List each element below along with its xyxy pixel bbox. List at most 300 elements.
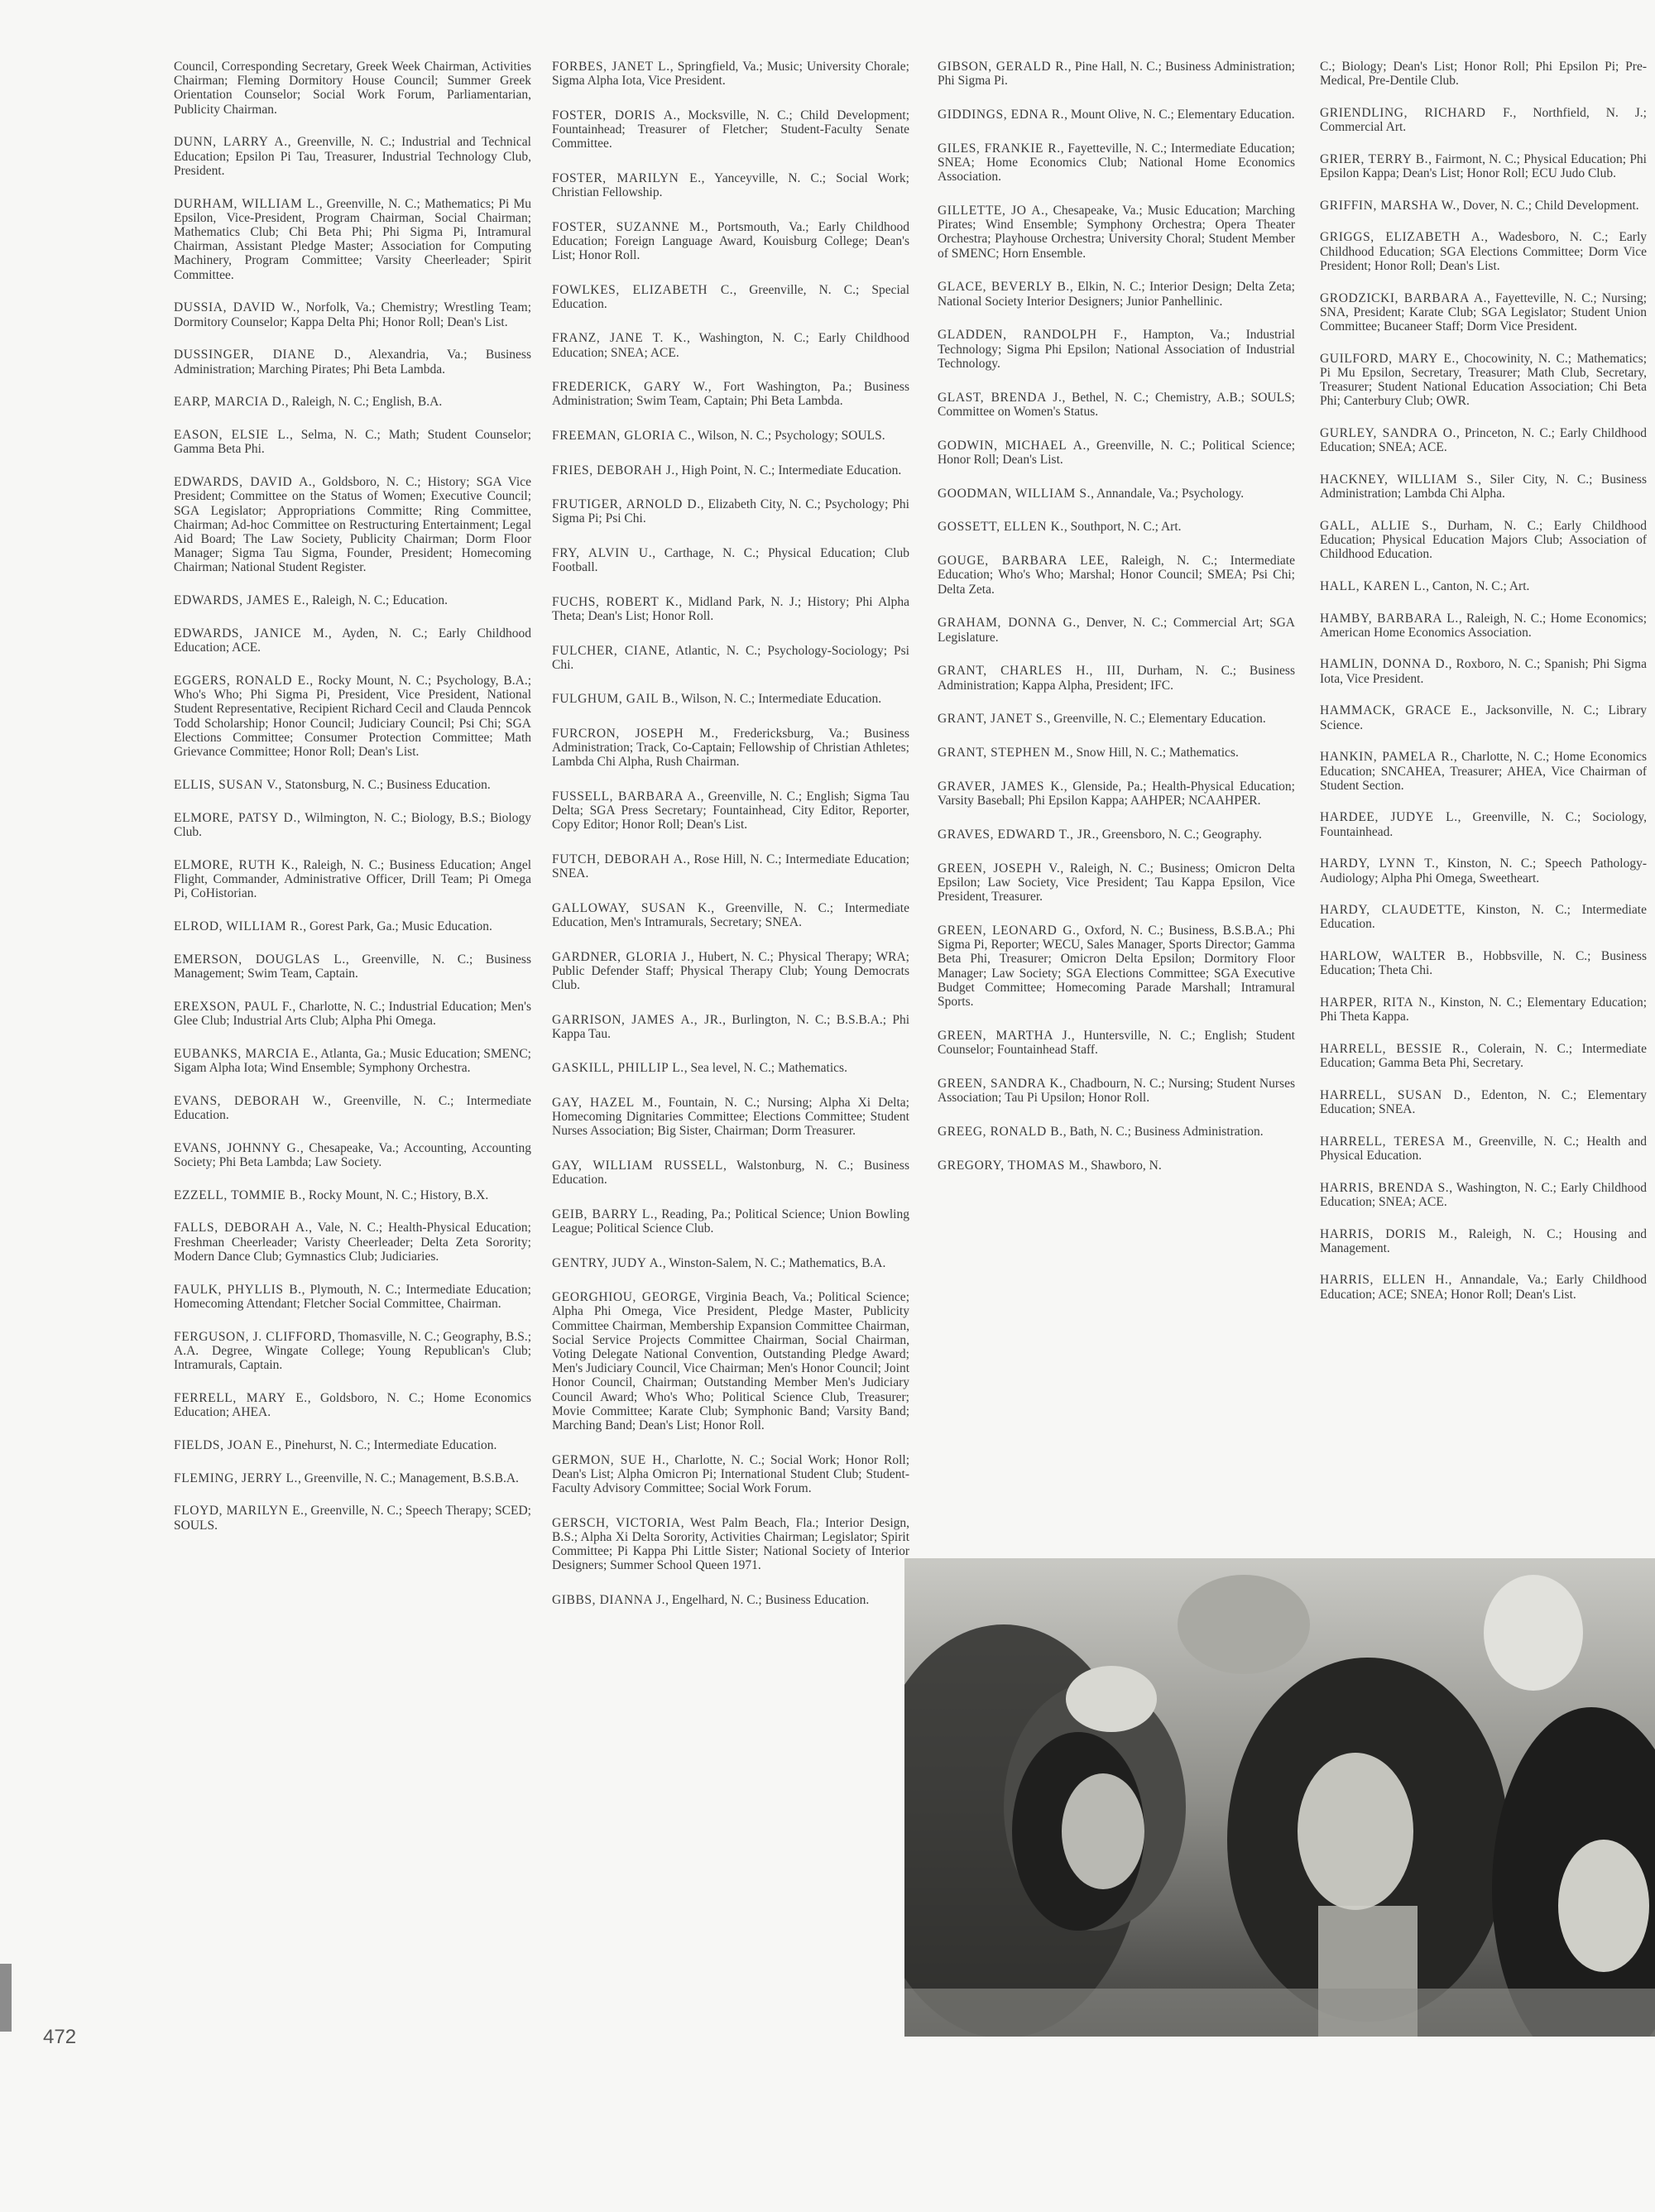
student-details: , Shawboro, N. (1084, 1158, 1162, 1173)
directory-entry (174, 811, 531, 839)
directory-entry (174, 1504, 531, 1532)
directory-entry (1320, 810, 1647, 838)
student-name: HARPER, RITA N. (1320, 996, 1432, 1010)
student-name: GILLETTE, JO A. (938, 204, 1045, 218)
directory-entry (174, 197, 531, 282)
student-details: , Fort Washington, Pa.; Business Administration; Swim Team, Captain; Phi Beta Lambda. (552, 380, 909, 409)
directory-entry (938, 828, 1295, 842)
student-details: , High Point, N. C.; Intermediate Education. (674, 463, 902, 477)
student-name: HARRIS, DORIS M. (1320, 1226, 1454, 1241)
student-details: , Wadesboro, N. C.; Early Childhood Education; SGA Elections Committee; Dorm Vice President; Honor Roll; Dean's List. (1320, 230, 1647, 273)
student-details: , Chesapeake, Va.; Music Education; Marching Pirates; Wind Ensemble; Symphony Orchestra; Opera Theater Orchestra; Playhouse Orchestra; University Choral; Student Member of SMENC; Horn Ensemble. (938, 204, 1295, 261)
directory-entry (1320, 1042, 1647, 1070)
directory-entry (1320, 352, 1647, 409)
student-details: , Edenton, N. C.; Elementary Education; SNEA. (1320, 1087, 1647, 1117)
student-details: , Oxford, N. C.; Business, B.S.B.A.; Phi Sigma Pi, Reporter; WECU, Sales Manager, Sports Director; Gamma Beta Phi, Treasurer; Omicron Delta Epsilon; Dormitory Floor Manager; Law Society; SGA Elections Committee; SGA Executive Budget Committee; Homecoming Parade Marshall; Intramural Sports. (938, 924, 1295, 1010)
student-name: HAMLIN, DONNA D. (1320, 657, 1449, 672)
student-name: GLACE, BEVERLY B. (938, 280, 1070, 295)
student-details: , Wilson, N. C.; Psychology; SOULS. (691, 428, 885, 443)
directory-entry (1320, 1273, 1647, 1301)
directory-entry (552, 1096, 909, 1139)
student-name: GLAST, BRENDA J. (938, 390, 1063, 405)
student-details: , Fountain, N. C.; Nursing; Alpha Xi Delta; Homecoming Dignitaries Committee; Elections Committee; Student Nurses Association; Big Sister, Chairman; Dorm Treasurer. (552, 1095, 909, 1139)
directory-entry (938, 204, 1295, 261)
student-name: FREEMAN, GLORIA C. (552, 428, 692, 443)
student-name: GEIB, BARRY L. (552, 1207, 655, 1221)
directory-entry (552, 1061, 909, 1075)
student-name: GODWIN, MICHAEL A. (938, 438, 1087, 453)
student-name: GAY, HAZEL M. (552, 1095, 658, 1110)
student-name: EUBANKS, MARCIA E. (174, 1046, 315, 1061)
student-name: HANKIN, PAMELA R. (1320, 750, 1454, 765)
directory-entry (552, 692, 909, 706)
directory-entry (1320, 903, 1647, 931)
student-details: , Jacksonville, N. C.; Library Science. (1320, 703, 1647, 732)
directory-entry (552, 220, 909, 263)
student-name: GOSSETT, ELLEN K. (938, 520, 1064, 535)
student-name: GIBBS, DIANNA J. (552, 1592, 666, 1607)
student-name: HARRELL, BESSIE R. (1320, 1041, 1466, 1056)
directory-entry (174, 1391, 531, 1419)
student-details: , Siler City, N. C.; Business Administration; Lambda Chi Alpha. (1320, 472, 1647, 501)
directory-entry (174, 428, 531, 456)
directory-entry (174, 626, 531, 655)
student-details: , Greenville, N. C.; Special Education. (552, 282, 909, 311)
student-details: , Charlotte, N. C.; Home Economics Education; SNCAHEA, Treasurer; AHEA, Vice Chairman of Student Section. (1320, 750, 1647, 793)
student-details: , Rocky Mount, N. C.; History, B.X. (302, 1188, 489, 1202)
student-name: HARDEE, JUDYE L. (1320, 810, 1458, 825)
student-details: , Glenside, Pa.; Health-Physical Education; Varsity Baseball; Phi Epsilon Kappa; AAHPER; NCAAHPER. (938, 780, 1295, 809)
student-details: , Greenville, N. C.; Industrial and Technical Education; Epsilon Pi Tau, Treasurer, Industrial Technology Club, President. (174, 135, 531, 178)
directory-entry (938, 520, 1295, 534)
directory-entry (174, 1471, 531, 1485)
student-details: , Washington, N. C.; Early Childhood Education; SNEA; ACE. (1320, 1180, 1647, 1209)
directory-entry (1320, 152, 1647, 180)
directory-entry (552, 283, 909, 311)
student-details: , Snow Hill, N. C.; Mathematics. (1069, 746, 1239, 761)
student-name: HARRELL, SUSAN D. (1320, 1087, 1467, 1102)
directory-entry (938, 616, 1295, 644)
directory-entry (552, 901, 909, 929)
directory-entry (552, 852, 909, 880)
student-details: , Durham, N. C.; Early Childhood Education; Physical Education Majors Club; Association of Childhood Education. (1320, 518, 1647, 562)
directory-entry (552, 463, 909, 477)
student-details: , Raleigh, N. C.; Intermediate Education; Who's Who; Marshal; Honor Council; SMEA; Psi Chi; Delta Zeta. (938, 554, 1295, 597)
student-details: , Fairmont, N. C.; Physical Education; Phi Epsilon Kappa; Dean's List; Honor Roll; ECU Judo Club. (1320, 151, 1647, 181)
directory-entry (1320, 199, 1647, 213)
student-details: , Alexandria, Va.; Business Administration; Marching Pirates; Phi Beta Lambda. (174, 348, 531, 377)
student-details: , Midland Park, N. J.; History; Phi Alpha Theta; Dean's List; Honor Roll. (552, 594, 909, 623)
directory-entry (938, 1159, 1295, 1173)
directory-entry (1320, 750, 1647, 793)
directory-entry (552, 108, 909, 151)
directory-entry (174, 1188, 531, 1202)
student-details: , Pine Hall, N. C.; Business Administration; Phi Sigma Pi. (938, 60, 1295, 89)
student-name: GURLEY, SANDRA O. (1320, 425, 1456, 440)
student-details: , Washington, N. C.; Early Childhood Education; SNEA; ACE. (552, 331, 909, 360)
student-details: , Rocky Mount, N. C.; Psychology, B.A.; Who's Who; Phi Sigma Pi, President, Vice President, National Student Representative, Recipient Richard Cecil and Clauda Penncok Todd Scholarship; Honor Council; Judiciary Council; Psi Chi; SGA Elections Committee; Consumer Protection Committee; Math Grievance Committee; Honor Roll; Dean's List. (174, 674, 531, 760)
student-name: GRIGGS, ELIZABETH A. (1320, 230, 1485, 245)
directory-entry (938, 924, 1295, 1009)
column-4 (1320, 60, 1647, 1319)
student-name: FLEMING, JERRY L. (174, 1471, 298, 1485)
directory-entry (938, 712, 1295, 726)
directory-entry (552, 1256, 909, 1270)
student-name: GARRISON, JAMES A., JR. (552, 1012, 723, 1027)
directory-entry (174, 1438, 531, 1452)
page-number: 472 (43, 2026, 77, 2048)
directory-entry (1320, 856, 1647, 885)
student-details: , Bethel, N. C.; Chemistry, A.B.; SOULS; Committee on Women's Status. (938, 390, 1295, 419)
student-name: HARRELL, TERESA M. (1320, 1134, 1469, 1149)
directory-entry (174, 300, 531, 329)
directory-entry (1320, 60, 1647, 88)
student-name: DURHAM, WILLIAM L. (174, 196, 319, 211)
directory-entry (938, 280, 1295, 308)
student-name: FOSTER, MARILYN E. (552, 170, 702, 185)
directory-entry (174, 1094, 531, 1122)
student-details: , Canton, N. C.; Art. (1426, 578, 1530, 593)
student-details: Council, Corresponding Secretary, Greek Week Chairman, Activities Chairman; Fleming Dormitory House Council; Summer Greek Orientation Counselor; Social Work Forum, Parliamentarian, Publicity Chairman. (174, 60, 531, 117)
student-details: , Raleigh, N. C.; Housing and Management. (1320, 1226, 1647, 1255)
student-name: GRAHAM, DONNA G. (938, 616, 1077, 631)
directory-entry (552, 171, 909, 199)
column-1 (174, 60, 531, 1551)
directory-entry (938, 487, 1295, 501)
student-details: , Winston-Salem, N. C.; Mathematics, B.A. (662, 1255, 886, 1270)
student-name: GENTRY, JUDY A. (552, 1255, 663, 1270)
directory-entry (552, 429, 909, 443)
student-name: GUILFORD, MARY E. (1320, 351, 1456, 366)
directory-entry (174, 1221, 531, 1264)
column-2 (552, 60, 909, 1627)
directory-entry (938, 1077, 1295, 1105)
student-name: GRIFFIN, MARSHA W. (1320, 198, 1456, 213)
student-details: , Walstonburg, N. C.; Business Education. (552, 1158, 909, 1188)
directory-entry (552, 1290, 909, 1432)
directory-entry (174, 1283, 531, 1311)
directory-entry (1320, 519, 1647, 562)
student-details: , Kinston, N. C.; Speech Pathology-Audiology; Alpha Phi Omega, Sweetheart. (1320, 856, 1647, 885)
directory-entry (938, 439, 1295, 467)
directory-entry (1320, 473, 1647, 501)
student-name: HARDY, LYNN T. (1320, 856, 1436, 871)
directory-entry (552, 789, 909, 832)
student-details: , Greensboro, N. C.; Geography. (1096, 828, 1262, 842)
directory-entry (938, 328, 1295, 371)
directory-entry (1320, 657, 1647, 685)
directory-entry (552, 380, 909, 408)
directory-entry (1320, 1227, 1647, 1255)
directory-entry (552, 727, 909, 770)
student-name: GRODZICKI, BARBARA A. (1320, 290, 1488, 305)
student-details: , Greenville, N. C.; English; Sigma Tau Delta; SGA Press Secretary; Fountainhead, City Editor, Reporter, Copy Editor; Honor Roll; Dean's List. (552, 789, 909, 832)
student-name: GEORGHIOU, GEORGE (552, 1290, 698, 1305)
student-details: , Bath, N. C.; Business Administration. (1063, 1124, 1264, 1139)
directory-entry (938, 554, 1295, 597)
student-details: , Greenville, N. C.; Management, B.S.B.A. (298, 1471, 519, 1485)
student-name: EASON, ELSIE L. (174, 428, 290, 443)
student-name: GASKILL, PHILLIP L. (552, 1061, 684, 1076)
student-details: , Annandale, Va.; Early Childhood Education; ACE; SNEA; Honor Roll; Dean's List. (1320, 1273, 1647, 1302)
student-name: GIDDINGS, EDNA R. (938, 108, 1065, 122)
student-name: FALLS, DEBORAH A. (174, 1221, 309, 1236)
student-name: EVANS, JOHNNY G. (174, 1140, 300, 1155)
student-crowd-photo (904, 1558, 1655, 2037)
photo-illustration (904, 1558, 1655, 2037)
student-name: GOODMAN, WILLIAM S. (938, 486, 1091, 501)
directory-entry (1320, 106, 1647, 134)
page-edge-tab (0, 1964, 12, 2032)
student-name: FRY, ALVIN U. (552, 545, 653, 560)
student-name: FOSTER, SUZANNE M. (552, 219, 705, 234)
student-details: , Greenville, N. C.; Intermediate Education, Men's Intramurals, Secretary; SNEA. (552, 900, 909, 929)
student-details: , Statonsburg, N. C.; Business Education. (278, 777, 491, 792)
student-name: GRANT, JANET S. (938, 712, 1048, 727)
directory-entry (1320, 1135, 1647, 1163)
student-name: GREEN, MARTHA J. (938, 1028, 1072, 1043)
student-name: GERSCH, VICTORIA (552, 1515, 681, 1530)
directory-entry (174, 395, 531, 409)
student-name: HARRIS, BRENDA S. (1320, 1180, 1450, 1195)
student-name: GRIER, TERRY B. (1320, 151, 1429, 166)
student-details: , Charlotte, N. C.; Social Work; Honor Roll; Dean's List; Alpha Omicron Pi; International Student Club; Student-Faculty Advisory Committee; Social Work Forum. (552, 1452, 910, 1495)
student-name: HAMMACK, GRACE E. (1320, 703, 1474, 718)
student-details: , Vale, N. C.; Health-Physical Education; Freshman Cheerleader; Varisty Cheerleader; Delta Zeta Sorority; Modern Dance Club; Gymnastics Club; Judiciaries. (174, 1221, 531, 1264)
student-name: GLADDEN, RANDOLPH F. (938, 328, 1125, 343)
student-details: , Elkin, N. C.; Interior Design; Delta Zeta; National Society Interior Designers; Junior Panhellinic. (938, 280, 1295, 309)
student-name: FUSSELL, BARBARA A. (552, 789, 701, 804)
student-details: , Greenville, N. C.; Health and Physical Education. (1320, 1134, 1647, 1163)
directory-entry (174, 1047, 531, 1075)
student-name: HARLOW, WALTER B. (1320, 949, 1470, 964)
directory-entry (174, 1000, 531, 1028)
directory-entry (552, 497, 909, 525)
directory-entry (174, 858, 531, 901)
directory-entry (174, 60, 531, 117)
student-details: , Atlanta, Ga.; Music Education; SMENC; Sigam Alpha Iota; Wind Ensemble; Symphony Orchestra. (174, 1046, 531, 1075)
student-details: , Chesapeake, Va.; Accounting, Accounting Society; Phi Beta Lambda; Law Society. (174, 1140, 532, 1169)
student-name: DUSSIA, DAVID W. (174, 300, 297, 315)
student-details: , Raleigh, N. C.; Education. (305, 593, 448, 608)
student-details: , Atlantic, N. C.; Psychology-Sociology; Psi Chi. (552, 643, 909, 672)
student-name: GREEG, RONALD B. (938, 1124, 1063, 1139)
student-details: , Hampton, Va.; Industrial Technology; Sigma Phi Epsilon; National Association of Industrial Technology. (938, 328, 1295, 371)
student-details: , Rose Hill, N. C.; Intermediate Education; SNEA. (552, 852, 909, 881)
student-details: , Engelhard, N. C.; Business Education. (665, 1592, 870, 1607)
directory-entry (938, 108, 1295, 122)
directory-entry (174, 1330, 531, 1373)
student-details: , Kinston, N. C.; Intermediate Education. (1320, 903, 1647, 932)
student-name: GIBSON, GERALD R. (938, 60, 1068, 74)
student-details: , Raleigh, N. C.; English, B.A. (285, 395, 443, 410)
student-name: GRIENDLING, RICHARD F. (1320, 105, 1513, 120)
directory-entry (552, 1516, 909, 1573)
student-details: , Colerain, N. C.; Intermediate Education; Gamma Beta Phi, Secretary. (1320, 1041, 1647, 1071)
student-name: GALL, ALLIE S. (1320, 518, 1433, 533)
directory-entry (938, 1125, 1295, 1139)
directory-entry (938, 1029, 1295, 1057)
student-details: , Reading, Pa.; Political Science; Union Bowling League; Political Science Club. (552, 1207, 909, 1236)
student-name: DUSSINGER, DIANE D. (174, 348, 348, 362)
student-details: , Goldsboro, N. C.; Home Economics Education; AHEA. (174, 1390, 531, 1420)
student-details: , Plymouth, N. C.; Intermediate Education; Homecoming Attendant; Fletcher Social Committee, Chairman. (174, 1282, 531, 1311)
student-details: , Charlotte, N. C.; Industrial Education; Men's Glee Club; Industrial Arts Club; Alpha Phi Omega. (174, 999, 531, 1028)
student-details: , Southport, N. C.; Art. (1063, 520, 1182, 535)
student-details: , Portsmouth, Va.; Early Childhood Education; Foreign Language Award, Kouisburg College; Dean's List; Honor Roll. (552, 219, 909, 262)
student-name: ELLIS, SUSAN V. (174, 777, 279, 792)
directory-entry (174, 952, 531, 981)
directory-entry (552, 1207, 909, 1236)
student-details: , Roxboro, N. C.; Spanish; Phi Sigma Iota, Vice President. (1320, 657, 1647, 686)
student-details: , Greenville, N. C.; Intermediate Education. (174, 1093, 531, 1122)
student-details: , Wilmington, N. C.; Biology, B.S.; Biology Club. (174, 810, 531, 839)
student-details: , Huntersville, N. C.; English; Student Counselor; Fountainhead Staff. (938, 1028, 1295, 1058)
directory-entry (1320, 1088, 1647, 1116)
student-name: EDWARDS, DAVID A. (174, 475, 313, 490)
directory-entry (552, 1159, 909, 1187)
student-name: GRAVER, JAMES K. (938, 780, 1064, 794)
student-name: EMERSON, DOUGLAS L. (174, 952, 346, 967)
student-name: EDWARDS, JANICE M. (174, 626, 329, 641)
directory-entry (938, 746, 1295, 760)
student-details: , Chocowinity, N. C.; Mathematics; Pi Mu Epsilon, Secretary, Treasurer; Math Club, Secretary, Treasurer; Student National Education Association; Chi Beta Phi; Canterbury Club; OWR. (1320, 351, 1647, 409)
student-name: GREEN, LEONARD G. (938, 924, 1077, 938)
student-name: EZZELL, TOMMIE B. (174, 1188, 303, 1202)
student-name: EREXSON, PAUL F. (174, 999, 293, 1014)
student-details: , Durham, N. C.; Business Administration; Kappa Alpha, President; IFC. (938, 664, 1295, 693)
student-name: HALL, KAREN L. (1320, 578, 1427, 593)
student-details: , Greenville, N. C.; Political Science; Honor Roll; Dean's List. (938, 438, 1296, 467)
directory-entry (552, 1013, 909, 1041)
student-details: , Kinston, N. C.; Elementary Education; Phi Theta Kappa. (1320, 996, 1647, 1024)
student-details: , Hubert, N. C.; Physical Therapy; WRA; Public Defender Staff; Physical Therapy Club; Young Democrats Club. (552, 949, 909, 992)
directory-entry (174, 593, 531, 607)
student-name: HARDY, CLAUDETTE (1320, 903, 1462, 918)
student-details: , Dover, N. C.; Child Development. (1456, 198, 1639, 213)
directory-entry (552, 60, 909, 88)
student-name: FERRELL, MARY E. (174, 1390, 308, 1405)
directory-entry (1320, 230, 1647, 273)
directory-entry (552, 546, 909, 574)
directory-entry (938, 142, 1295, 185)
student-details: , Elizabeth City, N. C.; Psychology; Phi Sigma Pi; Psi Chi. (552, 497, 909, 526)
directory-entry (1320, 426, 1647, 454)
student-details: , West Palm Beach, Fla.; Interior Design, B.S.; Alpha Xi Delta Sorority, Activities Chairman; Legislator; Spirit Committee; Pi Kappa Phi Little Sister; National Society of Interior Designers; Summer School Queen 1971. (552, 1515, 909, 1573)
directory-entry (552, 644, 909, 672)
directory-entry (938, 780, 1295, 808)
student-name: GRANT, STEPHEN M. (938, 746, 1070, 761)
student-details: , Gorest Park, Ga.; Music Education. (303, 919, 492, 933)
student-details: , Raleigh, N. C.; Home Economics; American Home Economics Association. (1320, 611, 1647, 640)
directory-entry (174, 919, 531, 933)
student-details: , Denver, N. C.; Commercial Art; SGA Legislature. (938, 616, 1295, 645)
student-details: , Greenville, N. C.; Speech Therapy; SCED; SOULS. (174, 1504, 531, 1533)
directory-entry (1320, 579, 1647, 593)
student-details: , Fayetteville, N. C.; Intermediate Education; SNEA; Home Economics Club; National Home Economics Association. (938, 141, 1295, 185)
student-name: GREEN, SANDRA K. (938, 1076, 1063, 1091)
student-details: , Hobbsville, N. C.; Business Education; Theta Chi. (1320, 949, 1647, 978)
student-details: , Annandale, Va.; Psychology. (1091, 486, 1245, 501)
directory-entry (552, 595, 909, 623)
student-name: FRUTIGER, ARNOLD D. (552, 497, 701, 512)
student-name: GREGORY, THOMAS M. (938, 1158, 1085, 1173)
student-name: FREDERICK, GARY W. (552, 380, 708, 395)
directory-entry (938, 664, 1295, 692)
student-name: FURCRON, JOSEPH M. (552, 726, 715, 741)
student-name: ELROD, WILLIAM R. (174, 919, 304, 933)
student-name: ELMORE, RUTH K. (174, 857, 295, 872)
student-details: , Fredericksburg, Va.; Business Administration; Track, Co-Captain; Fellowship of Christian Athletes; Lambda Chi Alpha, Rush Chairman. (552, 726, 909, 770)
directory-entry (1320, 949, 1647, 977)
directory-entry (174, 475, 531, 574)
student-details: , Goldsboro, N. C.; History; SGA Vice President; Committee on the Status of Women; Executive Council; SGA Legislator; Appropriations Committe; Ring Committee, Chairman; Ad-hoc Committee on Restructuring Entertainment; Legal Aid Board; The Law Society, Publicity Chairman; Dorm Floor Manager; Sigma Tau Sigma, Founder, President; Homecoming Chairman; National Student Register. (174, 475, 531, 575)
student-details: , Raleigh, N. C.; Business; Omicron Delta Epsilon; Law Society, Vice President; Tau Kappa Epsilon, Vice President, Treasurer. (938, 861, 1296, 904)
student-name: HACKNEY, WILLIAM S. (1320, 472, 1479, 487)
directory-entry (174, 348, 531, 376)
student-name: FOWLKES, ELIZABETH C. (552, 282, 734, 297)
directory-entry (174, 778, 531, 792)
directory-entry (552, 331, 909, 359)
student-name: FIELDS, JOAN E. (174, 1437, 279, 1452)
student-name: FUCHS, ROBERT K. (552, 594, 679, 609)
student-name: HAMBY, BARBARA L. (1320, 611, 1459, 626)
student-name: FAULK, PHYLLIS B. (174, 1282, 302, 1297)
student-name: ELMORE, PATSY D. (174, 810, 297, 825)
student-details: , Princeton, N. C.; Early Childhood Education; SNEA; ACE. (1320, 425, 1647, 455)
student-details: , Greenville, N. C.; Elementary Education. (1047, 712, 1266, 727)
student-name: GARDNER, GLORIA J. (552, 949, 691, 964)
directory-entry (174, 1141, 531, 1169)
student-details: C.; Biology; Dean's List; Honor Roll; Phi Epsilon Pi; Pre-Medical, Pre-Dentile Club. (1320, 60, 1647, 89)
student-name: HARRIS, ELLEN H. (1320, 1273, 1449, 1288)
directory-entry (938, 861, 1295, 904)
student-details: , Raleigh, N. C.; Business Education; Angel Flight, Commander, Administrative Officer, Drill Team; Pi Omega Pi, CoHistorian. (174, 857, 532, 901)
student-details: , Greenville, N. C.; Mathematics; Pi Mu Epsilon, Vice-President, Program Chairman, Social Chairman; Mathematics Club; Chi Beta Phi; Phi Sigma Pi, Intramural Chairman, Assistant Pledge Master; Association for Computing Machinery, Program Committee; Varsity Cheerleader; Spirit Committee. (174, 196, 532, 282)
student-details: , Yanceyville, N. C.; Social Work; Christian Fellowship. (552, 170, 909, 199)
student-name: EDWARDS, JAMES E. (174, 593, 306, 608)
student-details: , Mount Olive, N. C.; Elementary Education. (1064, 108, 1295, 122)
student-name: FORBES, JANET L. (552, 60, 670, 74)
student-details: , Springfield, Va.; Music; University Chorale; Sigma Alpha Iota, Vice President. (552, 60, 909, 89)
student-details: , Burlington, N. C.; B.S.B.A.; Phi Kappa Tau. (552, 1012, 909, 1041)
student-name: DUNN, LARRY A. (174, 135, 288, 150)
directory-entry (1320, 703, 1647, 732)
directory-entry (552, 1453, 909, 1496)
student-name: FRANZ, JANE T. K. (552, 331, 687, 346)
directory-entry (1320, 996, 1647, 1024)
student-details: , Virginia Beach, Va.; Political Science; Alpha Phi Omega, Vice President, Pledge Master, Publicity Committee Chairman, Membership Expansion Committee Chairman, Social Service Projects Committee Chairman, Social Chairman, Voting Delegate National Convention, Outstanding Pledge Award; Men's Judiciary Council, Vice Chairman; Men's Honor Council; Joint Honor Council, Chairman; Outstanding Member Men's Judiciary Council Award; Who's Who; Political Science Club, Treasurer; Movie Committee; Karate Club; Symphonic Band; Varsity Band; Marching Band; Dean's List; Honor Roll. (552, 1290, 909, 1432)
student-details: , Greenville, N. C.; Sociology, Fountainhead. (1320, 810, 1647, 839)
directory-entry (552, 950, 909, 993)
student-name: EARP, MARCIA D. (174, 395, 285, 410)
student-details: , Wilson, N. C.; Intermediate Education. (674, 692, 882, 707)
student-name: FULCHER, CIANE (552, 643, 667, 658)
student-name: GALLOWAY, SUSAN K. (552, 900, 712, 915)
student-details: , Chadbourn, N. C.; Nursing; Student Nurses Association; Tau Pi Upsilon; Honor Roll. (938, 1076, 1295, 1106)
student-details: , Northfield, N. J.; Commercial Art. (1320, 105, 1647, 135)
student-details: , Ayden, N. C.; Early Childhood Education; ACE. (174, 626, 532, 655)
student-name: FLOYD, MARILYN E. (174, 1504, 305, 1519)
directory-entry (1320, 1181, 1647, 1209)
directory-entry (1320, 612, 1647, 640)
student-name: FERGUSON, J. CLIFFORD (174, 1329, 333, 1344)
directory-entry (1320, 291, 1647, 334)
student-details: , Sea level, N. C.; Mathematics. (684, 1061, 847, 1076)
student-details: , Mocksville, N. C.; Child Development; Fountainhead; Treasurer of Fletcher; Student-Faculty Senate Committee. (552, 108, 910, 151)
student-name: GERMON, SUE H. (552, 1452, 666, 1467)
student-details: , Norfolk, Va.; Chemistry; Wrestling Team; Dormitory Counselor; Kappa Delta Phi; Honor Roll; Dean's List. (174, 300, 531, 329)
